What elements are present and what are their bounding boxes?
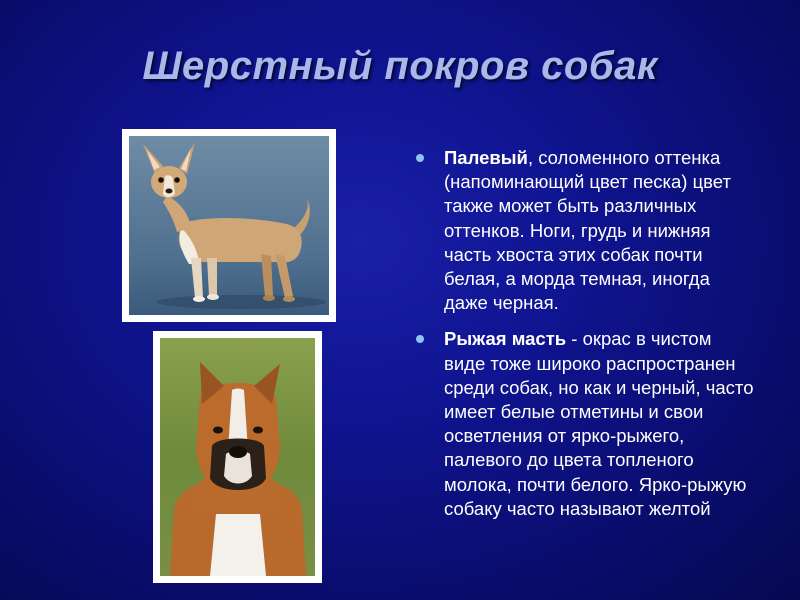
- boxer-photo: [153, 331, 322, 583]
- chihuahua-photo: [122, 129, 336, 322]
- bullet-item-red: [414, 327, 754, 521]
- bullet-text: - окрас в чистом виде тоже широко распространен среди собак, но как и черный, часто имеет белые отметины и свои осветления от ярко-рыжего, палевого до цвета топленого молока, почти белого. Ярко-рыжую собаку часто называют желтой: [444, 328, 754, 519]
- bullet-list: [414, 146, 754, 521]
- bullet-dot-icon: [416, 335, 424, 343]
- slide-title: Шерстный покров собак: [142, 44, 658, 88]
- bullet-term: Рыжая масть: [444, 328, 567, 350]
- bullet-dot-icon: [416, 154, 424, 162]
- bullet-item-fawn: [414, 146, 754, 315]
- chihuahua-illustration: [129, 136, 329, 315]
- boxer-illustration: [160, 338, 315, 576]
- bullet-term: Палевый: [444, 147, 528, 168]
- bullet-text: , соломенного оттенка (напоминающий цвет песка) цвет также может быть различных оттенков. Ноги, грудь и нижняя часть хвоста этих собак почти белая, а морда темная, иногда даже черная.: [444, 147, 731, 314]
